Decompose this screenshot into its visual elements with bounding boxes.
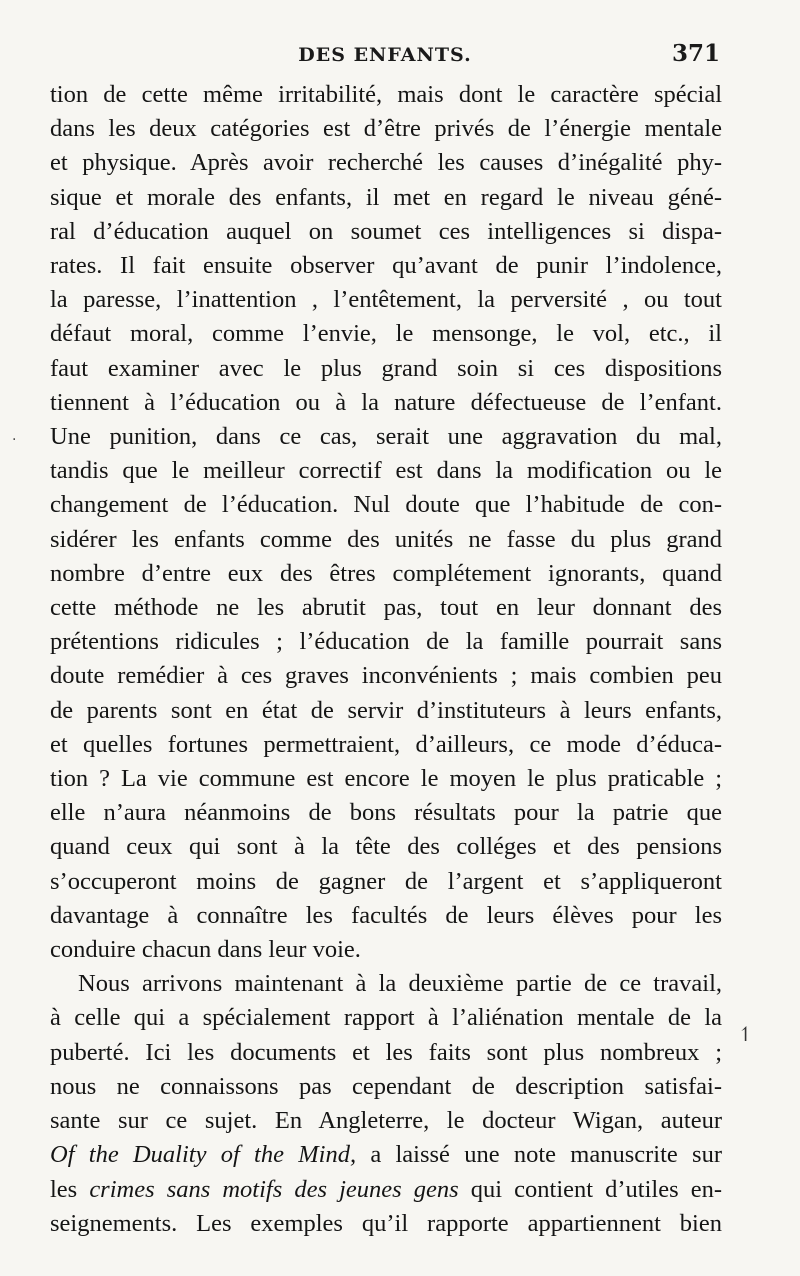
text-line: doute remédier à ces graves inconvénients ; mais combien peu (50, 662, 722, 690)
margin-dot: · (12, 432, 17, 448)
paragraph-1 (50, 78, 722, 967)
text-line: à celle qui a spécialement rapport à l’aliénation mentale de la (50, 1004, 722, 1032)
text-line: et quelles fortunes permettraient, d’ailleurs, ce mode d’éduca- (50, 730, 722, 758)
text-line: faut examiner avec le plus grand soin si ces dispositions (50, 354, 722, 382)
text-line: changement de l’éducation. Nul doute que l’habitude de con- (50, 491, 722, 519)
text-line: sante sur ce sujet. En Angleterre, le docteur Wigan, auteur (50, 1107, 722, 1135)
text-line: tandis que le meilleur correctif est dans la modification ou le (50, 457, 722, 485)
text-line: ral d’éducation auquel on soumet ces intelligences si dispa- (50, 217, 722, 245)
running-head: DES ENFANTS. (298, 44, 472, 66)
text-line: cette méthode ne les abrutit pas, tout en leur donnant des (50, 594, 722, 622)
text-line: davantage à connaître les facultés de leurs élèves pour les (50, 901, 722, 929)
text-line: de parents sont en état de servir d’instituteurs à leurs enfants, (50, 696, 722, 724)
text-line: seignements. Les exemples qu’il rapporte appartiennent bien (50, 1209, 722, 1237)
paragraph-2 (50, 967, 722, 1241)
text-fragment: qui contient d’utiles en- (458, 1175, 723, 1203)
text-line-with-italic (50, 1173, 722, 1207)
text-line: Une punition, dans ce cas, serait une aggravation du mal, (50, 423, 722, 451)
text-line: nombre d’entre eux des êtres complétement ignorants, quand (50, 559, 722, 587)
text-line: dans les deux catégories est d’être privés de l’énergie mentale (50, 115, 722, 143)
text-line: sidérer les enfants comme des unités ne fasse du plus grand (50, 525, 722, 553)
text-line-with-title (50, 1138, 722, 1172)
text-line: sique et morale des enfants, il met en regard le niveau géné- (50, 183, 722, 211)
text-line: rates. Il fait ensuite observer qu’avant de punir l’indolence, (50, 252, 722, 280)
text-line: Nous arrivons maintenant à la deuxième partie de ce travail, (78, 970, 722, 998)
text-line: tion ? La vie commune est encore le moyen le plus praticable ; (50, 765, 722, 793)
text-line: tiennent à l’éducation ou à la nature défectueuse de l’enfant. (50, 388, 722, 416)
page-number: 371 (671, 40, 720, 67)
text-line: elle n’aura néanmoins de bons résultats pour la patrie que (50, 799, 722, 827)
margin-mark: ↿ (737, 1022, 754, 1046)
text-fragment: les (50, 1175, 90, 1203)
text-line: puberté. Ici les documents et les faits sont plus nombreux ; (50, 1038, 722, 1066)
text-line: défaut moral, comme l’envie, le mensonge, le vol, etc., il (50, 320, 722, 348)
text-line: s’occuperont moins de gagner de l’argent et s’appliqueront (50, 867, 722, 895)
text-line: prétentions ridicules ; l’éducation de la famille pourrait sans (50, 628, 722, 656)
text-line: nous ne connaissons pas cependant de description satisfai- (50, 1072, 722, 1100)
text-line: tion de cette même irritabilité, mais dont le caractère spécial (50, 81, 722, 108)
text-line: la paresse, l’inattention , l’entêtement, la perversité , ou tout (50, 286, 722, 314)
book-title: Of the Duality of the Mind, (50, 1141, 357, 1169)
text-line: quand ceux qui sont à la tête des colléges et des pensions (50, 833, 722, 861)
italic-phrase: crimes sans motifs des jeunes gens (89, 1175, 459, 1203)
body-text (50, 78, 722, 1241)
text-fragment: a laissé une note manuscrite sur (356, 1141, 722, 1169)
page-header (50, 38, 720, 74)
text-line: et physique. Après avoir recherché les causes d’inégalité phy- (50, 149, 722, 177)
text-line: conduire chacun dans leur voie. (50, 936, 361, 964)
